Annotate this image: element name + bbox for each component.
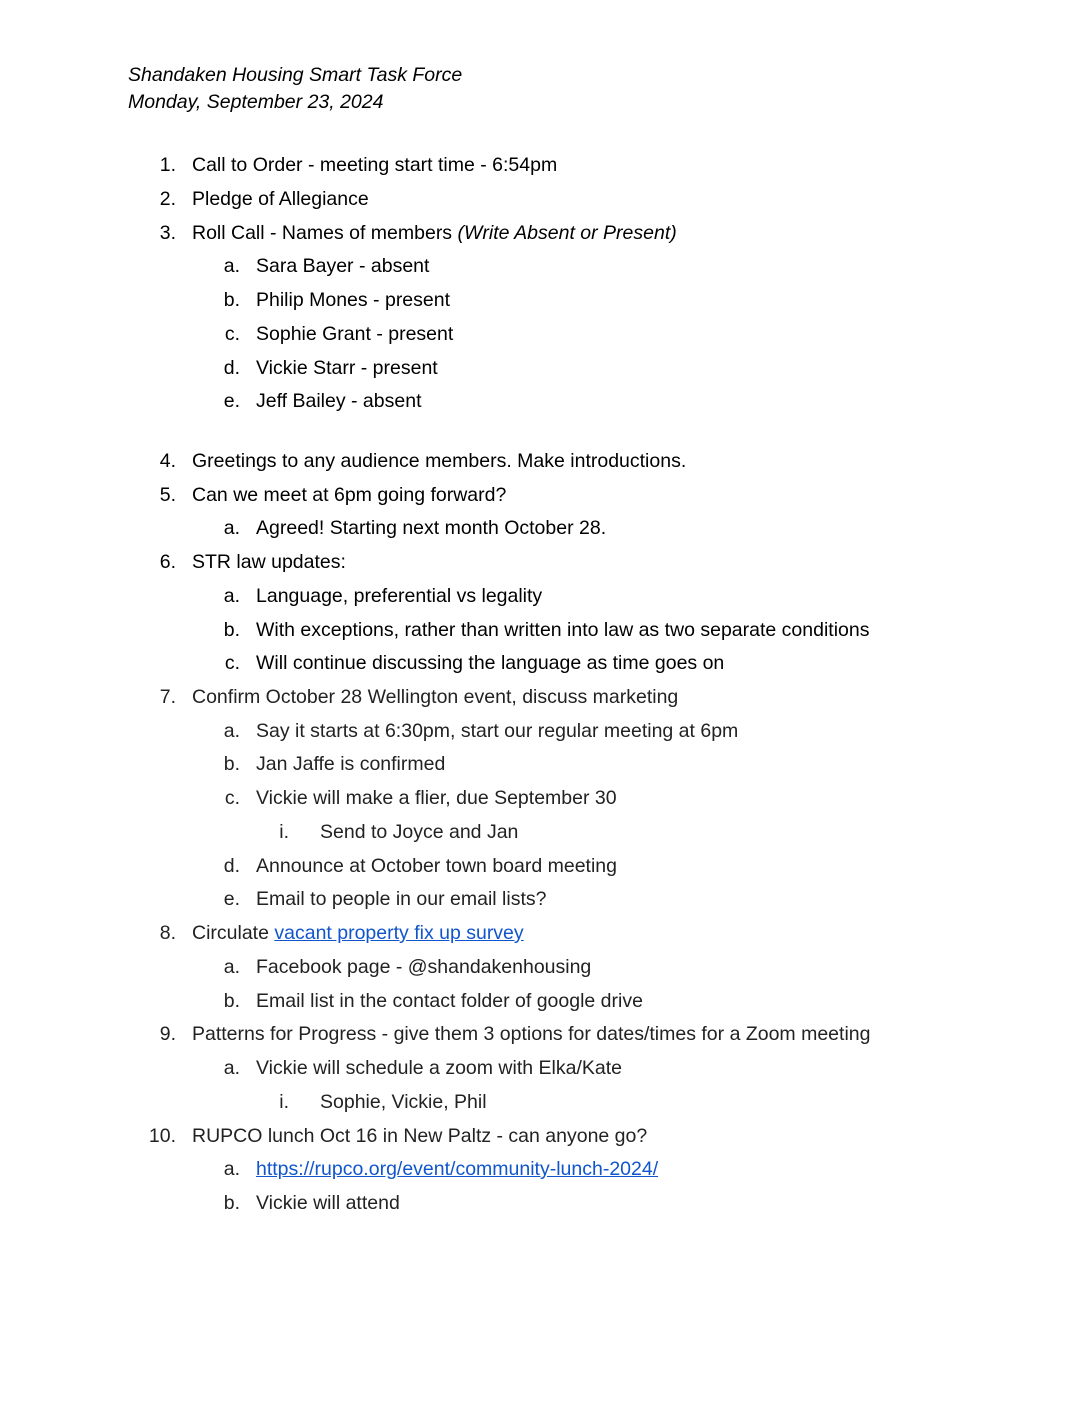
list-text: Will continue discussing the language as time goes on xyxy=(256,652,725,674)
list-text: Facebook page - @shandakenhousing xyxy=(256,956,592,978)
list-number: 7. xyxy=(159,686,176,708)
list-letter: a. xyxy=(223,1158,240,1180)
document-header xyxy=(128,62,462,116)
list-text xyxy=(256,1157,658,1181)
rupco-link[interactable]: https://rupco.org/event/community-lunch-2024/ xyxy=(256,1158,659,1180)
document-title: Shandaken Housing Smart Task Force xyxy=(128,64,463,86)
list-text: Jan Jaffe is confirmed xyxy=(256,753,446,775)
list-letter: d. xyxy=(223,357,240,379)
list-letter: a. xyxy=(223,585,240,607)
list-text: Agreed! Starting next month October 28. xyxy=(256,517,607,539)
list-text: Can we meet at 6pm going forward? xyxy=(192,484,507,506)
list-text: Vickie will schedule a zoom with Elka/Kate xyxy=(256,1057,622,1079)
list-letter: e. xyxy=(223,390,240,412)
list-letter: d. xyxy=(223,855,240,877)
list-roman: i. xyxy=(279,1091,289,1113)
circulate-text: Circulate xyxy=(192,922,275,944)
roll-call-note: (Write Absent or Present) xyxy=(457,222,677,244)
list-letter: b. xyxy=(223,289,240,311)
list-text: Send to Joyce and Jan xyxy=(320,821,519,843)
list-letter: a. xyxy=(223,255,240,277)
roll-call-text: Roll Call - Names of members xyxy=(192,222,458,244)
list-letter: a. xyxy=(223,720,240,742)
meeting-date: Monday, September 23, 2024 xyxy=(128,91,384,113)
list-text: Email list in the contact folder of google drive xyxy=(256,990,643,1012)
list-number: 5. xyxy=(159,484,176,506)
list-text xyxy=(192,921,524,945)
list-text: Email to people in our email lists? xyxy=(256,888,547,910)
list-text: Jeff Bailey - absent xyxy=(256,390,422,412)
list-text: Pledge of Allegiance xyxy=(192,188,369,210)
list-letter: b. xyxy=(223,753,240,775)
list-letter: a. xyxy=(223,1057,240,1079)
list-roman: i. xyxy=(279,821,289,843)
survey-link[interactable]: vacant property fix up survey xyxy=(274,922,524,944)
list-text: Philip Mones - present xyxy=(256,289,451,311)
list-text: Call to Order - meeting start time - 6:54pm xyxy=(192,154,558,176)
list-text: Language, preferential vs legality xyxy=(256,585,543,607)
list-number: 6. xyxy=(159,551,176,573)
list-number: 9. xyxy=(159,1023,176,1045)
list-text: Sophie, Vickie, Phil xyxy=(320,1091,487,1113)
list-number: 8. xyxy=(159,922,176,944)
list-letter: b. xyxy=(223,1192,240,1214)
list-letter: c. xyxy=(224,787,240,809)
list-number: 2. xyxy=(159,188,176,210)
list-text: Sara Bayer - absent xyxy=(256,255,430,277)
list-text: Vickie Starr - present xyxy=(256,357,438,379)
list-number: 1. xyxy=(159,154,176,176)
list-text: Vickie will make a flier, due September 30 xyxy=(256,787,617,809)
list-letter: c. xyxy=(224,323,240,345)
list-text: Announce at October town board meeting xyxy=(256,855,617,877)
list-text: Sophie Grant - present xyxy=(256,323,454,345)
list-number: 10. xyxy=(148,1125,176,1147)
list-text: Confirm October 28 Wellington event, discuss marketing xyxy=(192,686,679,708)
list-text: Say it starts at 6:30pm, start our regular meeting at 6pm xyxy=(256,720,739,742)
list-text: RUPCO lunch Oct 16 in New Paltz - can anyone go? xyxy=(192,1125,648,1147)
list-text xyxy=(192,221,677,245)
list-text: STR law updates: xyxy=(192,551,346,573)
list-number: 4. xyxy=(159,450,176,472)
list-letter: a. xyxy=(223,956,240,978)
list-text: With exceptions, rather than written into law as two separate conditions xyxy=(256,619,870,641)
list-text: Greetings to any audience members. Make introductions. xyxy=(192,450,687,472)
list-letter: c. xyxy=(224,652,240,674)
list-letter: a. xyxy=(223,517,240,539)
list-letter: b. xyxy=(223,619,240,641)
list-letter: b. xyxy=(223,990,240,1012)
list-letter: e. xyxy=(223,888,240,910)
list-text: Vickie will attend xyxy=(256,1192,400,1214)
list-text: Patterns for Progress - give them 3 options for dates/times for a Zoom meeting xyxy=(192,1023,871,1045)
list-number: 3. xyxy=(159,222,176,244)
